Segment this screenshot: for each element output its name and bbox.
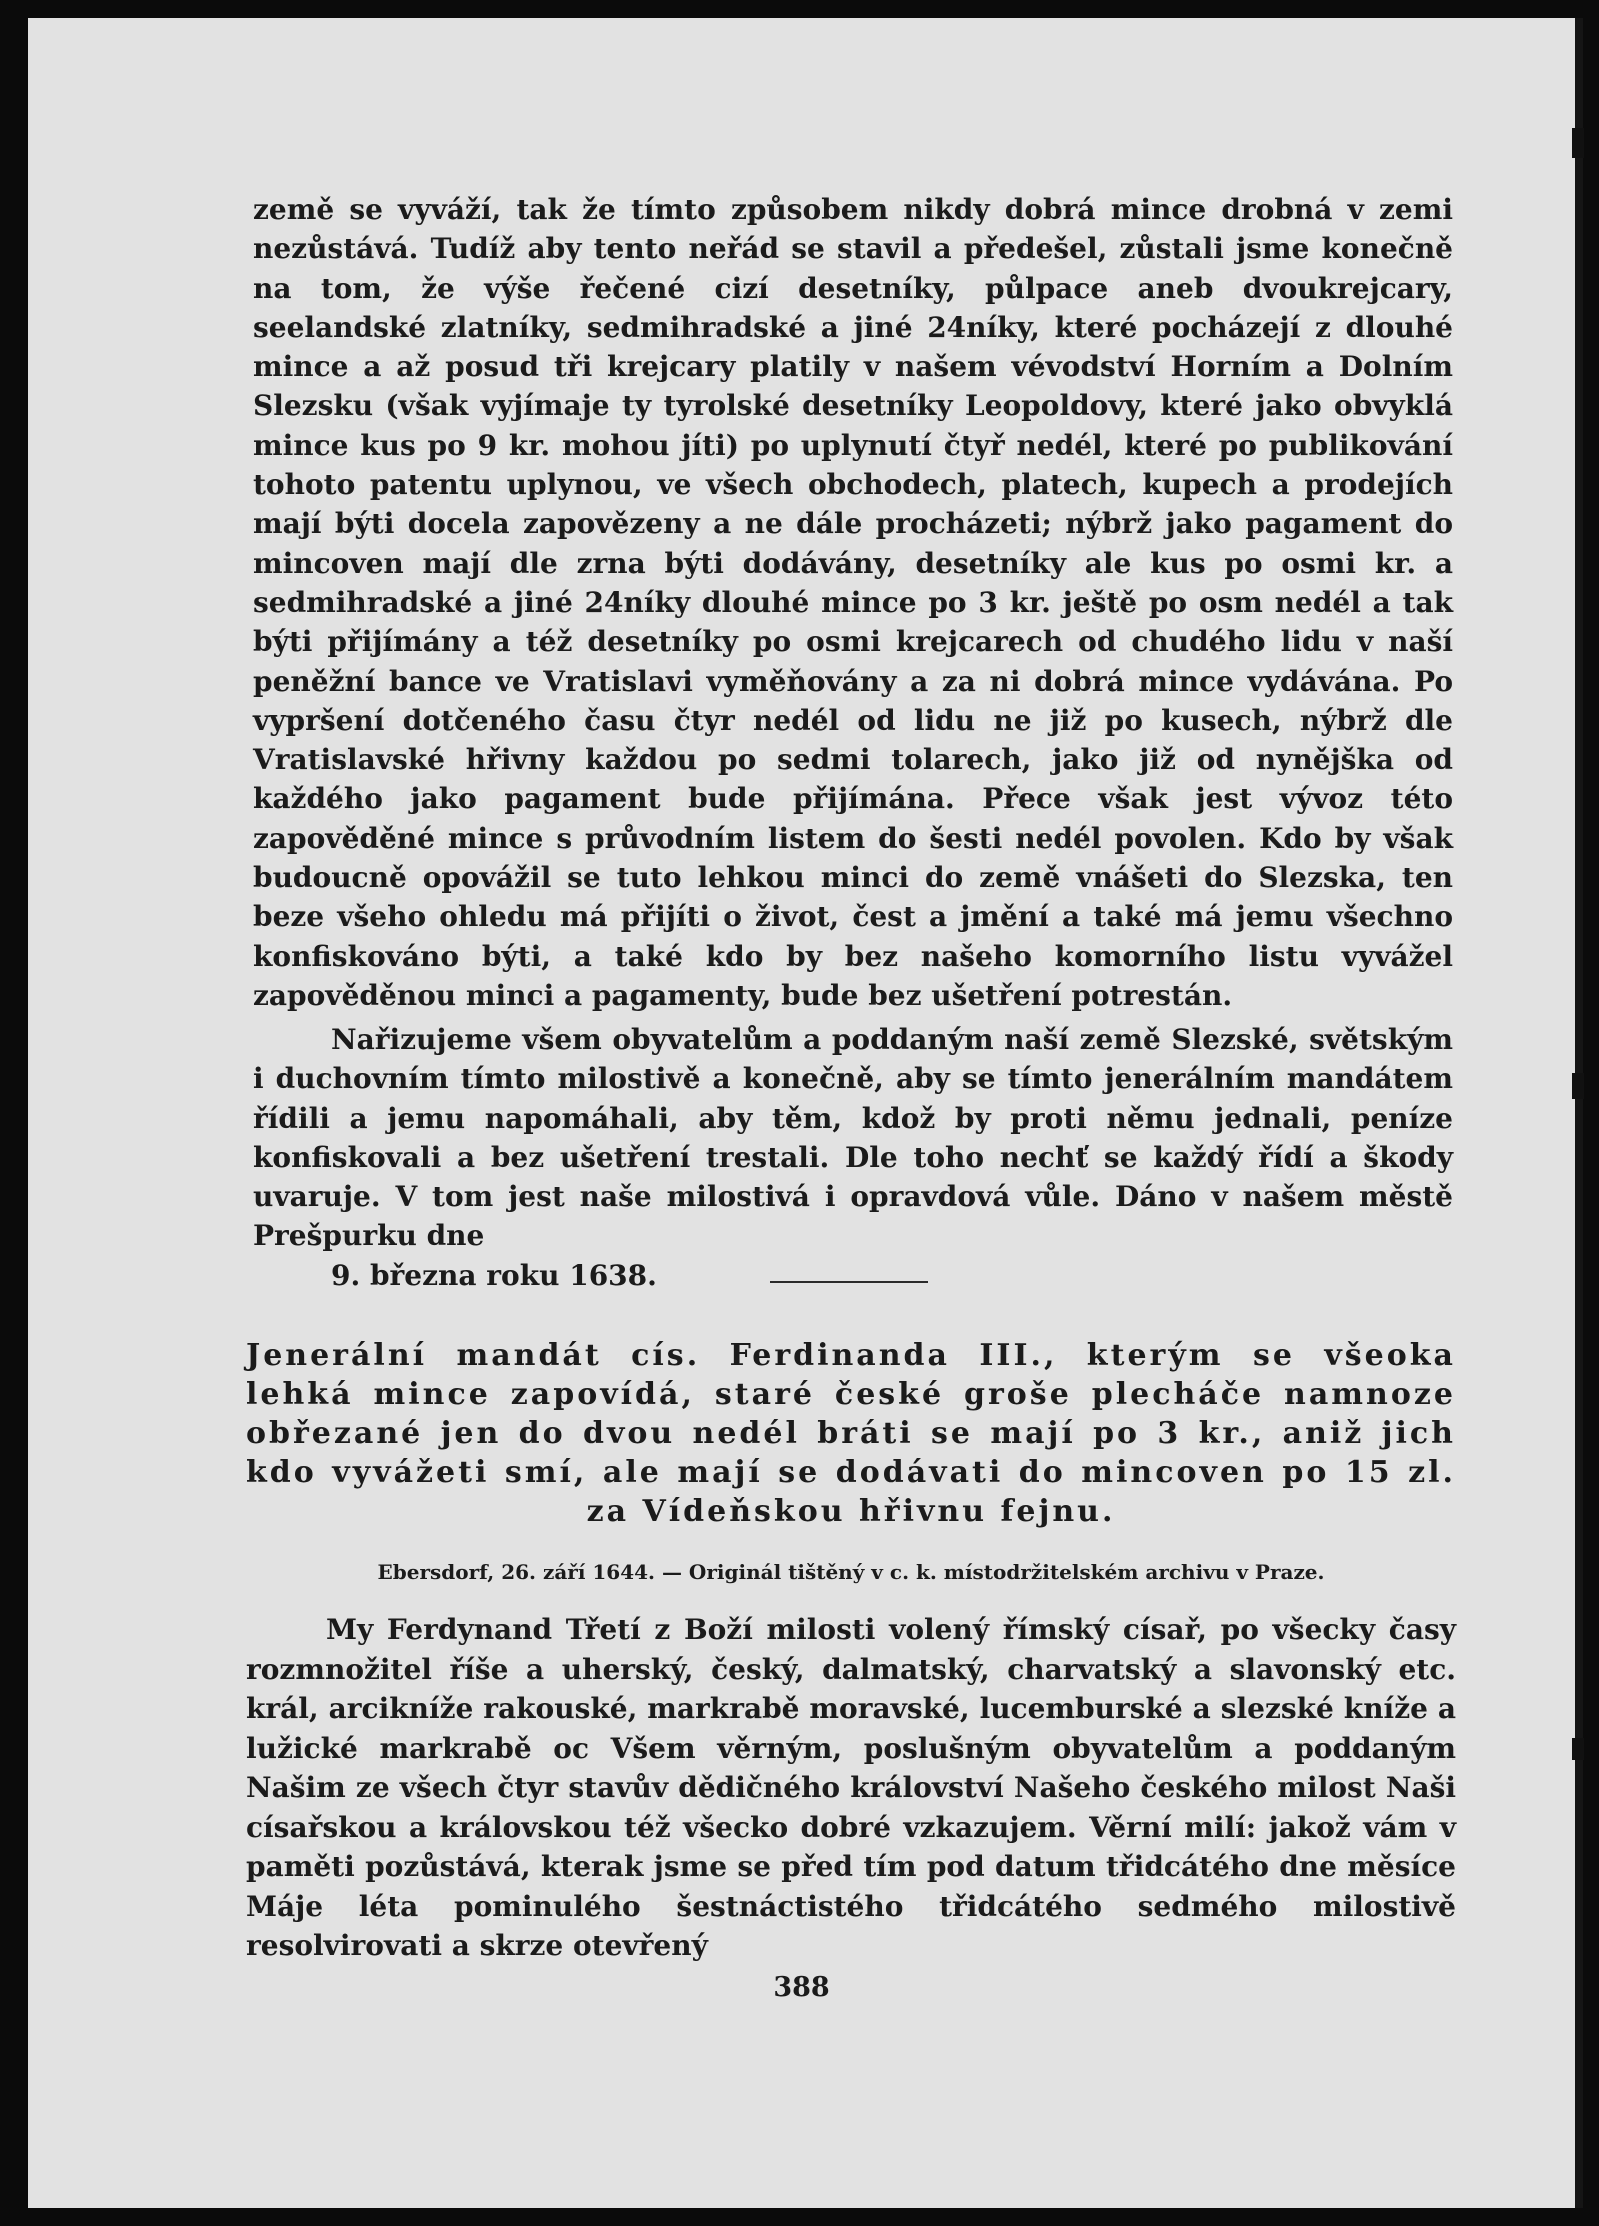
source-citation: Ebersdorf, 26. září 1644. — Originál tištěný v c. k. místodržitelském archivu v Praze. — [377, 1560, 1325, 1584]
document-page — [28, 18, 1583, 2208]
scan-edge-mark — [1572, 128, 1584, 158]
scan-edge-mark — [1572, 1073, 1584, 1099]
mandate-heading: Jenerální mandát cís. Ferdinanda III., kterým se všeoka lehká mince zapovídá, staré české groše plecháče namnoze obřezané jen do dvou nedél bráti se mají po 3 kr., aniž jich kdo vyvážeti smí, ale mají se dodávati do mincoven po 15 zl. za Vídeňskou hřivnu fejnu. — [246, 1338, 1456, 1529]
paragraph-decree — [253, 1020, 1453, 1295]
section-divider — [770, 1281, 928, 1283]
decree-date: 9. března roku 1638. — [331, 1258, 657, 1292]
paragraph-continued: země se vyváží, tak že tímto způsobem nikdy dobrá mince drobná v zemi nezůstává. Tudíž aby tento neřád se stavil a předešel, zůstali jsme konečně na tom, že výše řečené cizí desetníky, půlpace aneb dvoukrejcary, seelandské zlatníky, sedmihradské a jiné 24níky, které pocházejí z dlouhé mince a až posud tři krejcary platily v našem vévodství Horním a Dolním Slezsku (však vyjímaje ty tyrolské desetníky Leopoldovy, které jako obvyklá mince kus po 9 kr. mohou jíti) po uplynutí čtyř nedél, které po publikování tohoto patentu uplynou, ve všech obchodech, platech, kupech a prodejích mají býti docela zapovězeny a ne dále procházeti; nýbrž jako pagament do mincoven mají dle zrna býti dodávány, desetníky ale kus po osmi kr. a sedmihradské a jiné 24níky dlouhé mince po 3 kr. ještě po osm nedél a tak býti přijímány a též desetníky po osmi krejcarech od chudého lidu v naší peněžní bance ve Vratislavi vyměňovány a za ni dobrá mince vydávána. Po vypršení dotčeného času čtyr nedél od lidu ne již po kusech, nýbrž dle Vratislavské hřivny každou po sedmi tolarech, jako již od nynějška od každého jako pagament bude přijímána. Přece však jest vývoz této zapověděné mince s průvodním listem do šesti nedél povolen. Kdo by však budoucně opovážil se tuto lehkou minci do země vnášeti do Slezska, ten beze všeho ohledu má přijíti o život, čest a jmění a také má jemu všechno konfiskováno býti, a také kdo by bez našeho komorního listu vyvážel zapověděnou minci a pagamenty, bude bez ušetření potrestán. — [253, 193, 1453, 1012]
page-number: 388 — [773, 1972, 830, 2003]
paragraph-mandate-opening: My Ferdynand Třetí z Boží milosti volený římský císař, po všecky časy rozmnožitel říše a uherský, český, dalmatský, charvatský a slavonský etc. král, arcikníže rakouské, markrabě moravské, lucemburské a slezské kníže a lužické markrabě oc Všem věrným, poslušným obyvatelům a poddaným Našim ze všech čtyr stavův dědičného království Našeho českého milost Naši císařskou a královskou též všecko dobré vzkazujem. Věrní milí: jakož vám v paměti pozůstává, kterak jsme se před tím pod datum třidcátého dne měsíce Máje léta pominulého šestnáctistého třidcátého sedmého milostivě resolvirovati a skrze otevřený — [246, 1613, 1456, 1962]
paragraph-decree-body: Nařizujeme všem obyvatelům a poddaným naší země Slezské, světským i duchovním tímto milostivě a konečně, aby se tímto jenerálním mandátem řídili a jemu napomáhali, aby těm, kdož by proti němu jednali, peníze konfiskovali a bez ušetření trestali. Dle toho nechť se každý řídí a škody uvaruje. V tom jest naše milostivá i opravdová vůle. Dáno v našem městě Prešpurku dne — [253, 1023, 1453, 1253]
scan-edge-mark — [1572, 1738, 1584, 1760]
